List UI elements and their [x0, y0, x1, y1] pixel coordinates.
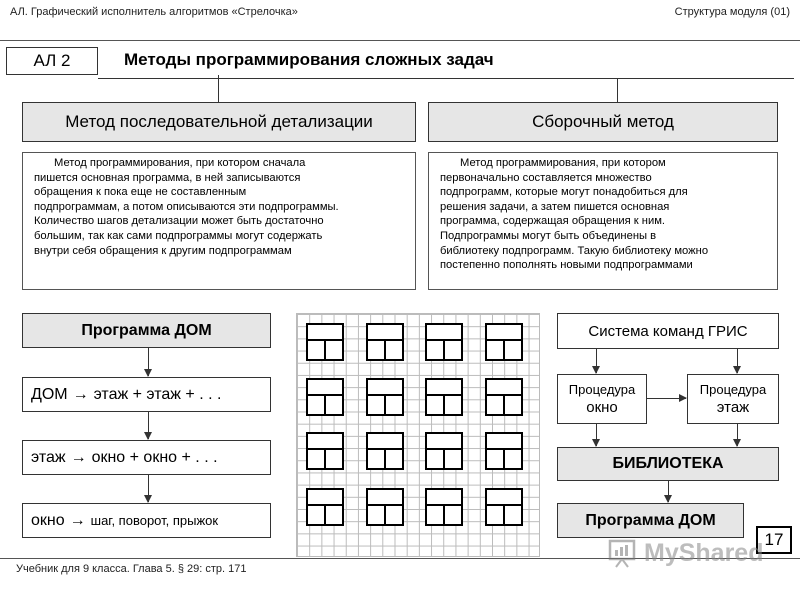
house-icon [425, 488, 463, 526]
page-title: Методы программирования сложных задач [124, 50, 494, 69]
desc-right-line: программа, содержащая обращения к ним. [440, 215, 666, 228]
desc-right-line: решения задачи, а затем пишется основная [440, 200, 670, 213]
step-floor-rhs: окно + окно + . . . [91, 448, 218, 466]
house-icon [485, 432, 523, 470]
connector-right [617, 78, 618, 102]
presentation-icon [608, 538, 640, 568]
desc-left-line: обращения к пока еще не составленным [34, 186, 247, 199]
desc-left-line: пишется основная программа, в ней записываются [34, 171, 301, 184]
arrow-down-icon [668, 481, 669, 502]
desc-left-line: внутри себя обращения к другим подпрограммам [34, 244, 292, 257]
desc-left-line: большим, так как сами подпрограммы могут содержать [34, 229, 323, 242]
house-icon [306, 432, 344, 470]
desc-left-line: Метод программирования, при котором сначала [54, 157, 306, 169]
arrow-down-icon [596, 349, 597, 373]
header-left: АЛ. Графический исполнитель алгоритмов «Стрелочка» [10, 6, 298, 18]
procedure-label: Процедура [568, 382, 636, 397]
right-program-box: Программа ДОМ [557, 503, 744, 538]
method-detailing: Метод последовательной детализации [22, 102, 416, 142]
house-icon [425, 323, 463, 361]
arrow-down-icon [596, 424, 597, 446]
desc-left-line: подпрограммам, а потом описываются эти подпрограммы. [34, 200, 339, 213]
description-detailing [22, 152, 416, 290]
header-rule [0, 40, 800, 41]
house-icon [485, 488, 523, 526]
arrow-right-icon: → [69, 511, 86, 529]
watermark-text: MyShared [644, 538, 764, 567]
desc-right-line: подпрограмм, которые могут понадобиться для [440, 186, 688, 199]
procedure-label: Процедура [699, 382, 767, 397]
house-icon [485, 378, 523, 416]
step-floor [22, 440, 271, 475]
house-icon [366, 378, 404, 416]
left-program-box: Программа ДОМ [22, 313, 271, 348]
step-floor-lhs: этаж [31, 448, 66, 466]
arrow-down-icon [148, 412, 149, 439]
header-right: Структура модуля (01) [674, 6, 790, 18]
page-number: 17 [756, 526, 792, 554]
title-rule [98, 78, 794, 79]
house-icon [306, 378, 344, 416]
library-box: БИБЛИОТЕКА [557, 447, 779, 481]
arrow-down-icon [737, 349, 738, 373]
connector-left [218, 75, 219, 102]
house-icon [425, 432, 463, 470]
step-window [22, 503, 271, 538]
method-assembly: Сборочный метод [428, 102, 778, 142]
command-system-box: Система команд ГРИС [557, 313, 779, 349]
desc-right-line: постепенно пополнять новыми подпрограммами [440, 259, 693, 272]
desc-right-line: первоначально составляется множество [440, 171, 652, 184]
desc-left-line: Количество шагов детализации может быть достаточно [34, 215, 324, 228]
procedure-name: этаж [716, 399, 750, 416]
procedure-name: окно [586, 399, 618, 416]
module-code: АЛ 2 [6, 47, 98, 75]
step-window-rhs: шаг, поворот, прыжок [90, 513, 219, 528]
step-window-lhs: окно [31, 511, 65, 529]
arrow-down-icon [148, 348, 149, 376]
step-house [22, 377, 271, 412]
watermark [608, 535, 778, 571]
arrow-right-icon [647, 398, 686, 399]
footer-text: Учебник для 9 класса. Глава 5. § 29: стр. 171 [16, 563, 247, 575]
house-grid [296, 313, 540, 557]
procedure-window-box [557, 374, 647, 424]
arrow-down-icon [148, 475, 149, 502]
desc-right-line: библиотеку подпрограмм. Такую библиотеку можно [440, 244, 709, 257]
arrow-right-icon: → [72, 385, 89, 403]
house-icon [425, 378, 463, 416]
desc-right-line: Подпрограммы могут быть объединены в [440, 229, 657, 242]
description-assembly [428, 152, 778, 290]
house-icon [366, 323, 404, 361]
house-icon [366, 432, 404, 470]
desc-right-line: Метод программирования, при котором [460, 157, 666, 169]
house-icon [366, 488, 404, 526]
step-house-lhs: ДОМ [31, 385, 68, 403]
house-icon [306, 323, 344, 361]
house-icon [485, 323, 523, 361]
house-icon [306, 488, 344, 526]
step-house-rhs: этаж + этаж + . . . [93, 385, 222, 403]
arrow-right-icon: → [70, 448, 87, 466]
procedure-floor-box [687, 374, 779, 424]
arrow-down-icon [737, 424, 738, 446]
